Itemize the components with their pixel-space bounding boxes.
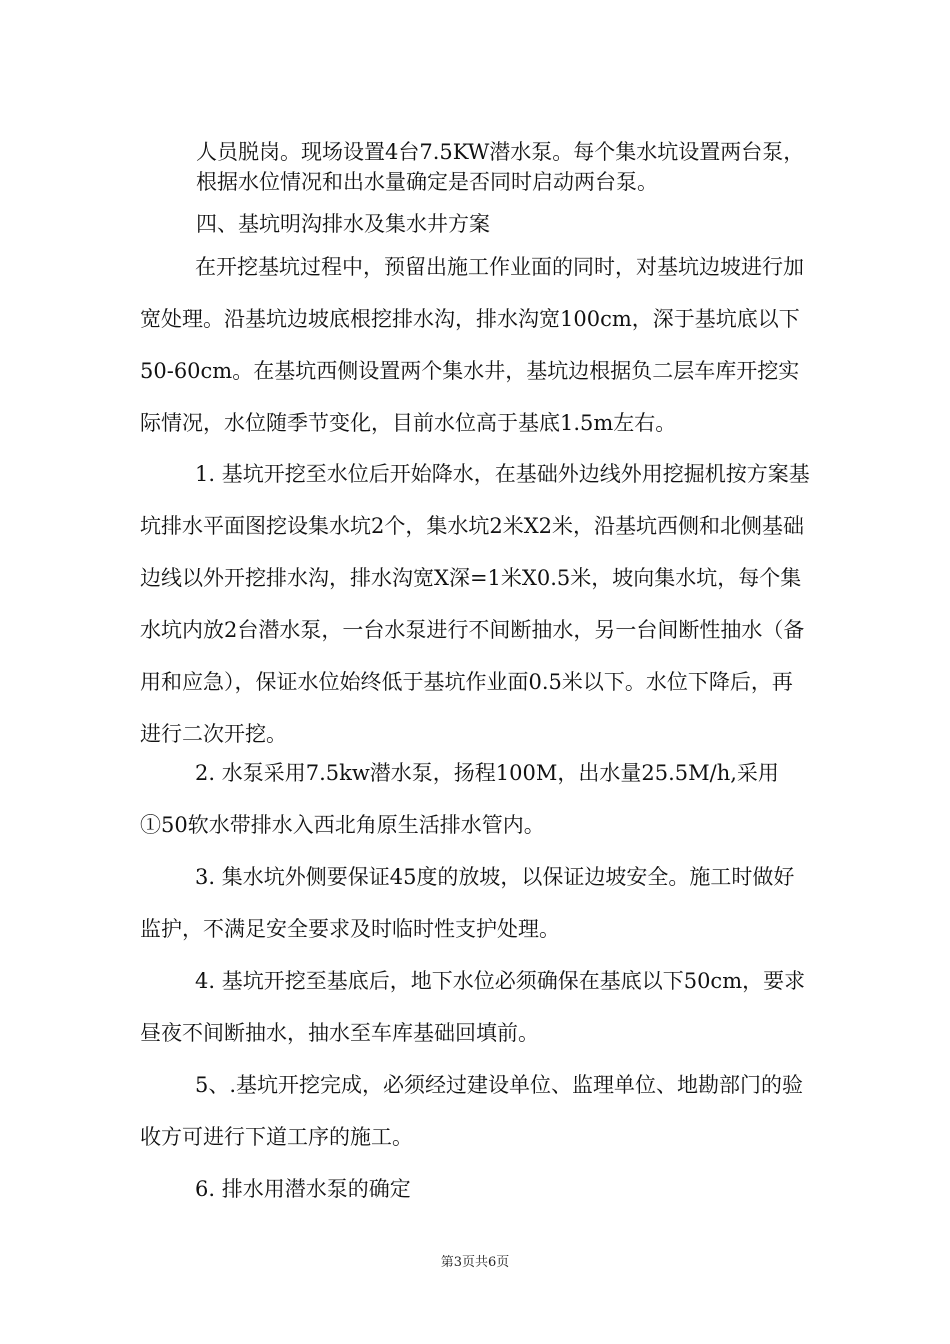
- section-heading: 四、基坑明沟排水及集水井方案: [196, 212, 490, 236]
- list-item: 5、.基坑开挖完成，必须经过建设单位、监理单位、地勘部门的验收方可进行下道工序的施工。: [140, 1073, 804, 1149]
- continuation-paragraph: 人员脱岗。现场设置4台7.5KW潜水泵。每个集水坑设置两台泵，根据水位情况和出水量确定是否同时启动两台泵。: [196, 140, 805, 194]
- intro-paragraph: 在开挖基坑过程中，预留出施工作业面的同时，对基坑边坡进行加宽处理。沿基坑边坡底根挖排水沟，排水沟宽100cm，深于基坑底以下50-60cm。在基坑西侧设置两个集水井，基坑边根据负二层车库开挖实际情况，水位随季节变化，目前水位高于基底1.5m左右。: [140, 255, 804, 435]
- list-item: 3. 集水坑外侧要保证45度的放坡，以保证边坡安全。施工时做好监护，不满足安全要求及时临时性支护处理。: [140, 865, 795, 941]
- list-item: 2. 水泵采用7.5kw潜水泵，扬程100M，出水量25.5M/h,采用①50软水带排水入西北角原生活排水管内。: [140, 761, 779, 837]
- list-item: 4. 基坑开挖至基底后，地下水位必须确保在基底以下50cm，要求昼夜不间断抽水，抽水至车库基础回填前。: [140, 969, 806, 1045]
- page-footer: 第3页共6页: [440, 1255, 510, 1270]
- list-item: 6. 排水用潜水泵的确定: [195, 1177, 411, 1201]
- list-item: 1. 基坑开挖至水位后开始降水，在基础外边线外用挖掘机按方案基坑排水平面图挖设集水坑2个，集水坑2米X2米，沿基坑西侧和北侧基础边线以外开挖排水沟，排水沟宽X深=1米X0.5米，坡向集水坑，每个集水坑内放2台潜水泵，一台水泵进行不间断抽水，另一台间断性抽水（备用和应急），保证水位始终低于基坑作业面0.5米以下。水位下降后，再进行二次开挖。: [140, 462, 810, 746]
